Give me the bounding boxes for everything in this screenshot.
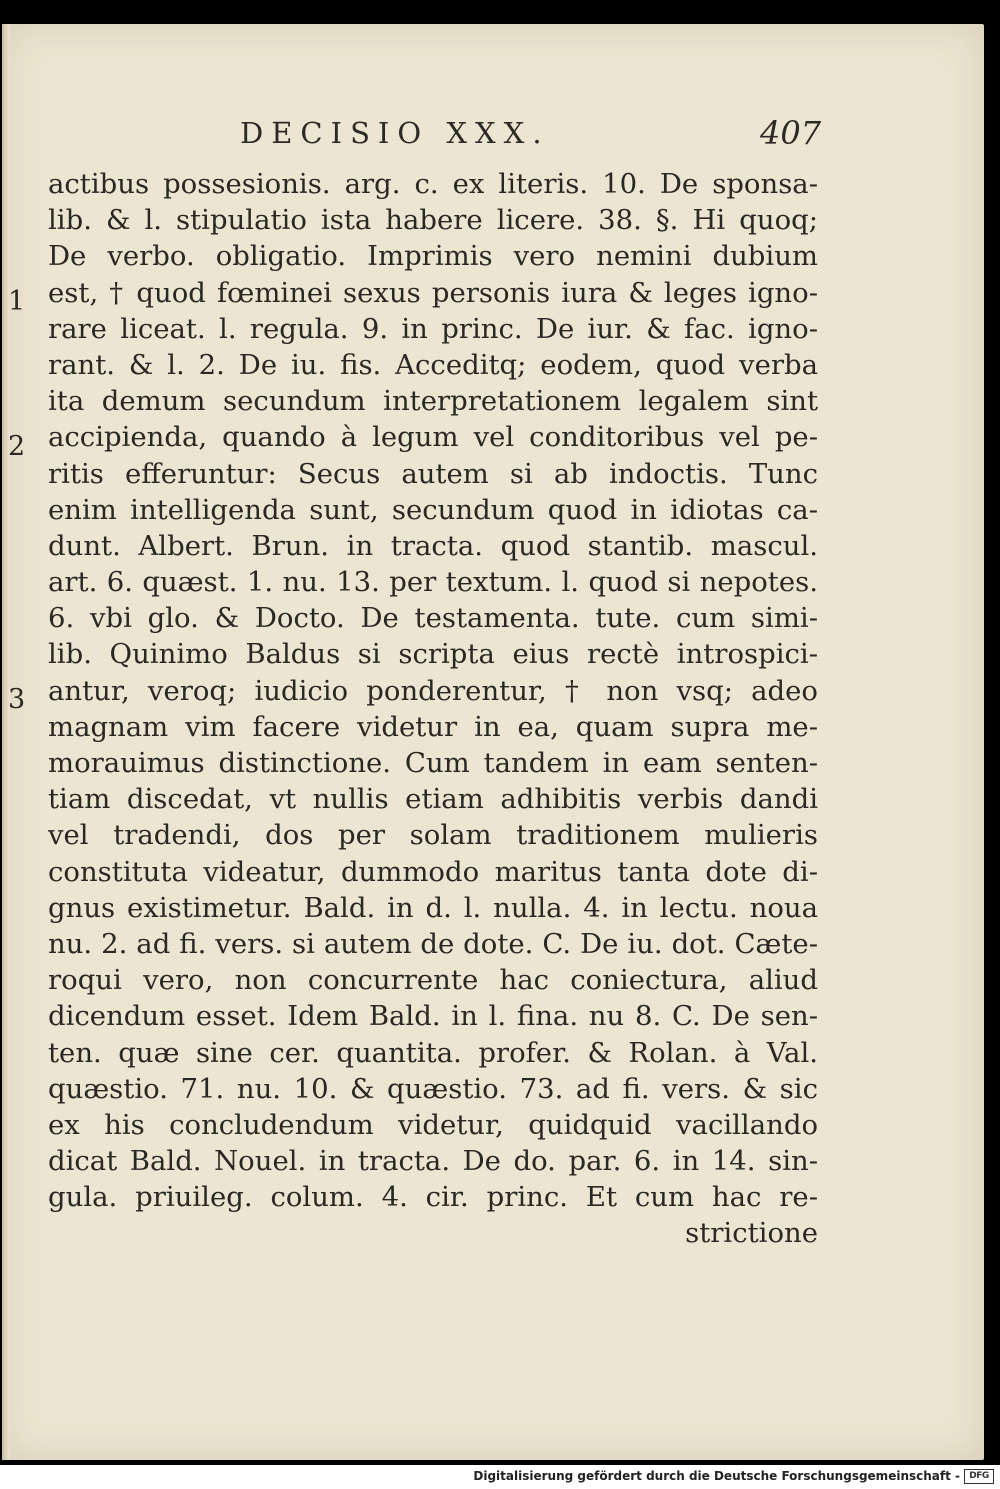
page-number: 407 (760, 114, 822, 152)
text-line: morauimus distinctione. Cum tandem in eam senten- (48, 747, 818, 779)
text-line: roqui vero, non concurrente hac coniectura, aliud (48, 964, 818, 997)
text-line-catchword: strictione (685, 1217, 818, 1250)
text-line: gula. priuileg. colum. 4. cir. princ. Et cum hac re- (48, 1181, 818, 1214)
text-line: lib. & l. stipulatio ista habere licere. 38. §. Hi quoq; (48, 204, 818, 237)
text-line: actibus possesionis. arg. c. ex literis. 10. De sponsa- (48, 168, 818, 200)
text-line: accipienda, quando à legum vel conditoribus vel pe- (48, 421, 818, 454)
text-line: dicendum esset. Idem Bald. in l. fina. nu 8. C. De sen- (48, 1000, 818, 1033)
text-line: ten. quæ sine cer. quantita. profer. & Rolan. à Val. (48, 1036, 818, 1069)
text-line: De verbo. obligatio. Imprimis vero nemini dubium (48, 240, 818, 273)
text-line: magnam vim facere videtur in ea, quam supra me- (48, 710, 818, 743)
text-line: rant. & l. 2. De iu. fis. Acceditq; eodem, quod verba (48, 348, 818, 381)
text-line: dunt. Albert. Brun. in tracta. quod stantib. mascul. (48, 529, 818, 562)
text-line: enim intelligenda sunt, secundum quod in idiotas ca- (48, 493, 818, 526)
text-line: quæstio. 71. nu. 10. & quæstio. 73. ad fi. vers. & sic (48, 1072, 818, 1105)
dfg-logo-icon: DFG (964, 1469, 994, 1484)
text-line: rare liceat. l. regula. 9. in princ. De iur. & fac. igno- (48, 312, 818, 345)
text-line: lib. Quinimo Baldus si scripta eius rectè introspici- (48, 638, 818, 671)
text-line: 6. vbi glo. & Docto. De testamenta. tute. cum simi- (48, 602, 818, 635)
body-text (48, 166, 818, 1252)
text-line: constituta videatur, dummodo maritus tanta dote di- (48, 855, 818, 888)
margin-number-1: 1 (8, 286, 26, 317)
text-line: antur, veroq; iudicio ponderentur, † non vsq; adeo (48, 674, 818, 707)
running-head: DECISIO XXX. (240, 116, 550, 150)
text-line: ita demum secundum interpretationem legalem sint (48, 385, 818, 418)
text-line: gnus existimetur. Bald. in d. l. nulla. 4. in lectu. noua (48, 891, 818, 924)
book-page (2, 24, 984, 1460)
text-line: est, † quod fœminei sexus personis iura & leges igno- (48, 276, 818, 309)
text-line: vel tradendi, dos per solam traditionem mulieris (48, 819, 818, 852)
funding-credit: Digitalisierung gefördert durch die Deutsche Forschungsgemeinschaft - (473, 1469, 960, 1483)
footer-bar (0, 1465, 1000, 1489)
text-line: nu. 2. ad fi. vers. si autem de dote. C. De iu. dot. Cæte- (48, 927, 818, 960)
margin-number-3: 3 (8, 684, 26, 715)
text-line: dicat Bald. Nouel. in tracta. De do. par. 6. in 14. sin- (48, 1145, 818, 1178)
text-line: art. 6. quæst. 1. nu. 13. per textum. l. quod si nepotes. (48, 566, 818, 599)
text-line: tiam discedat, vt nullis etiam adhibitis verbis dandi (48, 783, 818, 816)
page-edge (2, 24, 10, 1460)
text-line: ex his concludendum videtur, quidquid vacillando (48, 1108, 818, 1141)
text-line: ritis efferuntur: Secus autem si ab indoctis. Tunc (48, 457, 818, 490)
margin-number-2: 2 (8, 431, 26, 462)
